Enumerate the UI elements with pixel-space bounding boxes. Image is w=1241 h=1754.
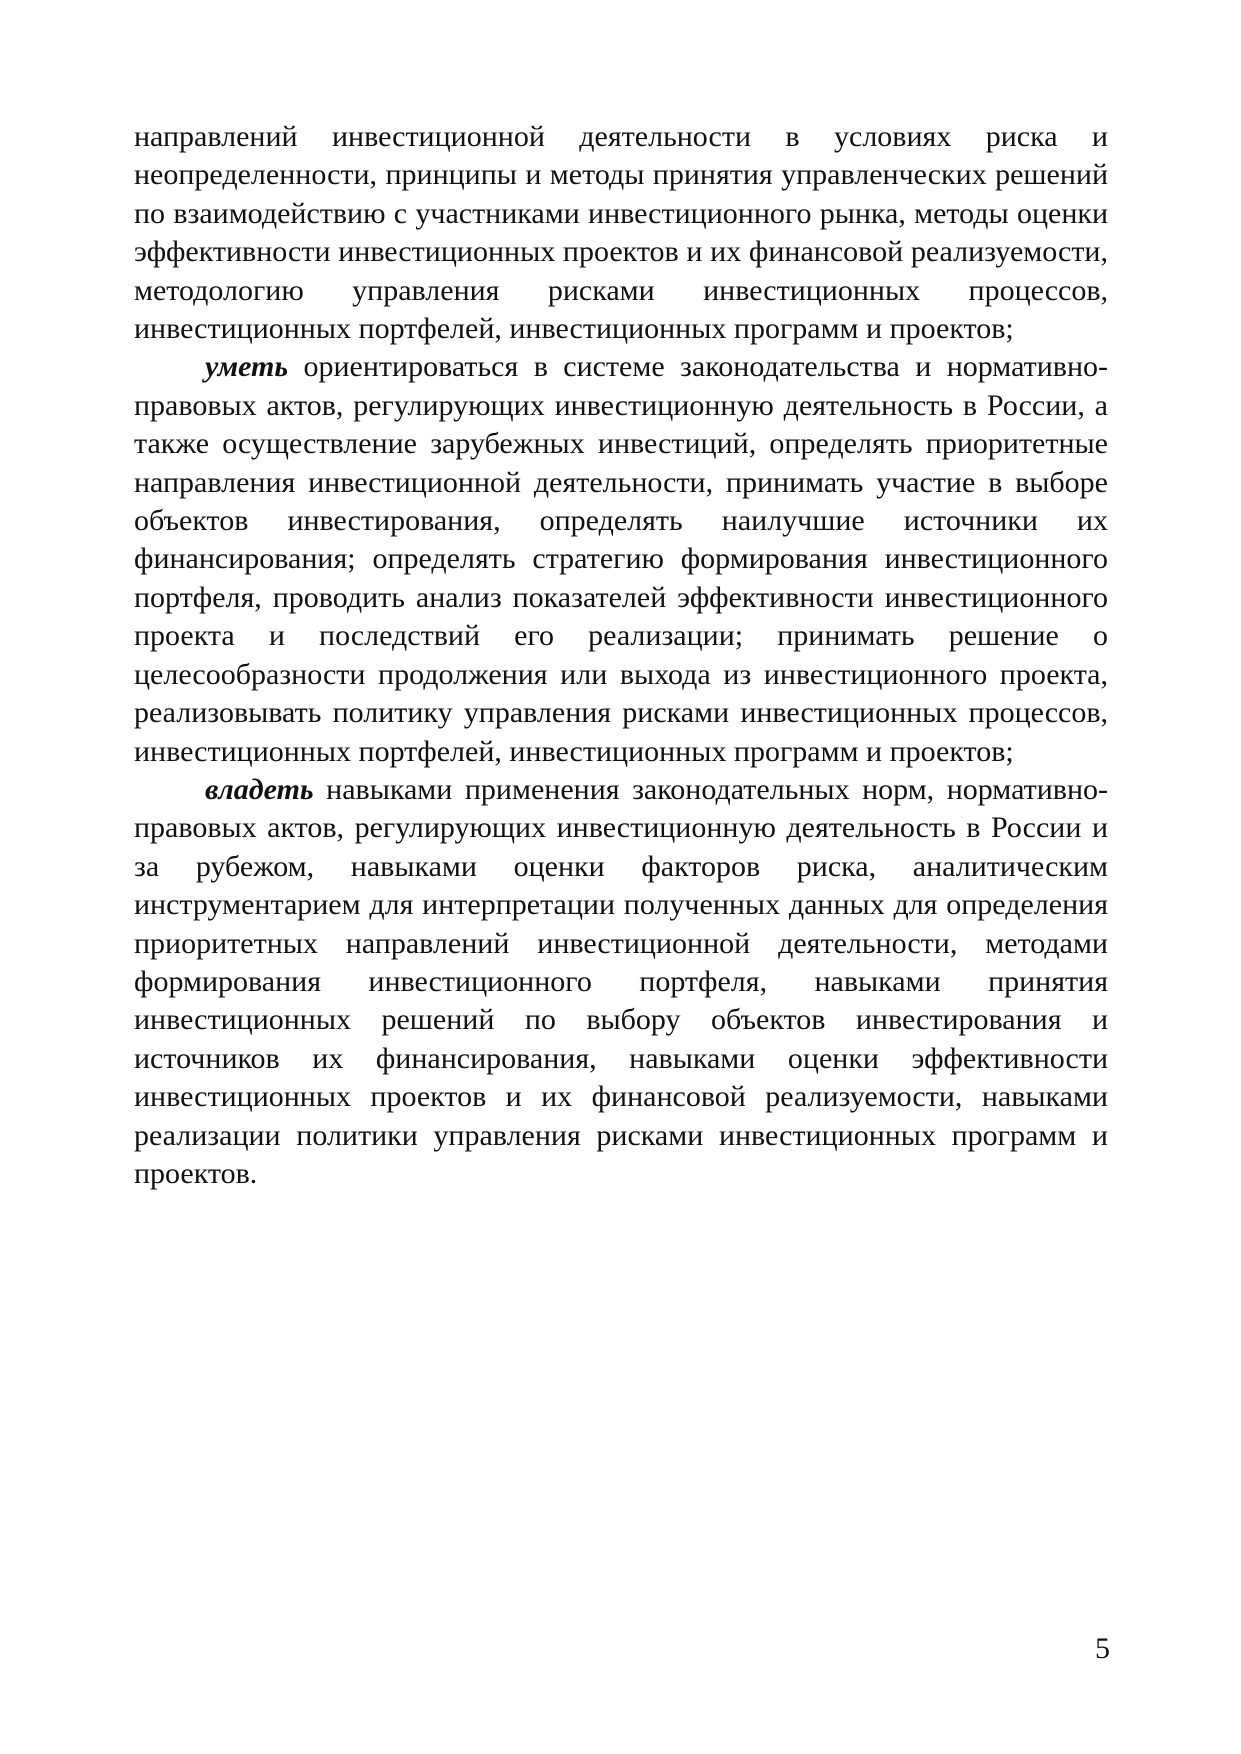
paragraph-mastery — [134, 771, 1108, 1193]
paragraph-text: навыками применения законодательных норм, нормативно-правовых актов, регулирующих инвестиционную деятельность в России и за рубежом, навыками оценки факторов риска, аналитическим инструментарием для интерпретации полученных данных для определения приоритетных направлений инвестиционной деятельности, методами формирования инвестиционного портфеля, навыками принятия инвестиционных решений по выбору объектов инвестирования и источников их финансирования, навыками оценки эффективности инвестиционных проектов и их финансовой реализуемости, навыками реализации политики управления рисками инвестиционных программ и проектов. — [134, 772, 1108, 1190]
page-number: 5 — [1095, 1632, 1110, 1665]
paragraph-knowledge — [134, 118, 1108, 348]
paragraph-text: направлений инвестиционной деятельности в условиях риска и неопределенности, принципы и методы принятия управленческих решений по взаимодействию с участниками инвестиционного рынка, методы оценки эффективности инвестиционных проектов и их финансовой реализуемости, методологию управления рисками инвестиционных процессов, инвестиционных портфелей, инвестиционных программ и проектов; — [134, 120, 1108, 346]
paragraph-text: ориентироваться в системе законодательства и нормативно-правовых актов, регулирующих инвестиционную деятельность в России, а также осуществление зарубежных инвестиций, определять приоритетные направления инвестиционной деятельности, принимать участие в выборе объектов инвестирования, определять наилучшие источники их финансирования; определять стратегию формирования инвестиционного портфеля, проводить анализ показателей эффективности инвестиционного проекта и последствий его реализации; принимать решение о целесообразности продолжения или выхода из инвестиционного проекта, реализовывать политику управления рисками инвестиционных процессов, инвестиционных портфелей, инвестиционных программ и проектов; — [134, 350, 1108, 768]
paragraph-skills — [134, 348, 1108, 770]
body-text — [134, 118, 1108, 1193]
term-vladet: владеть — [205, 772, 314, 806]
term-umet: уметь — [205, 350, 289, 384]
